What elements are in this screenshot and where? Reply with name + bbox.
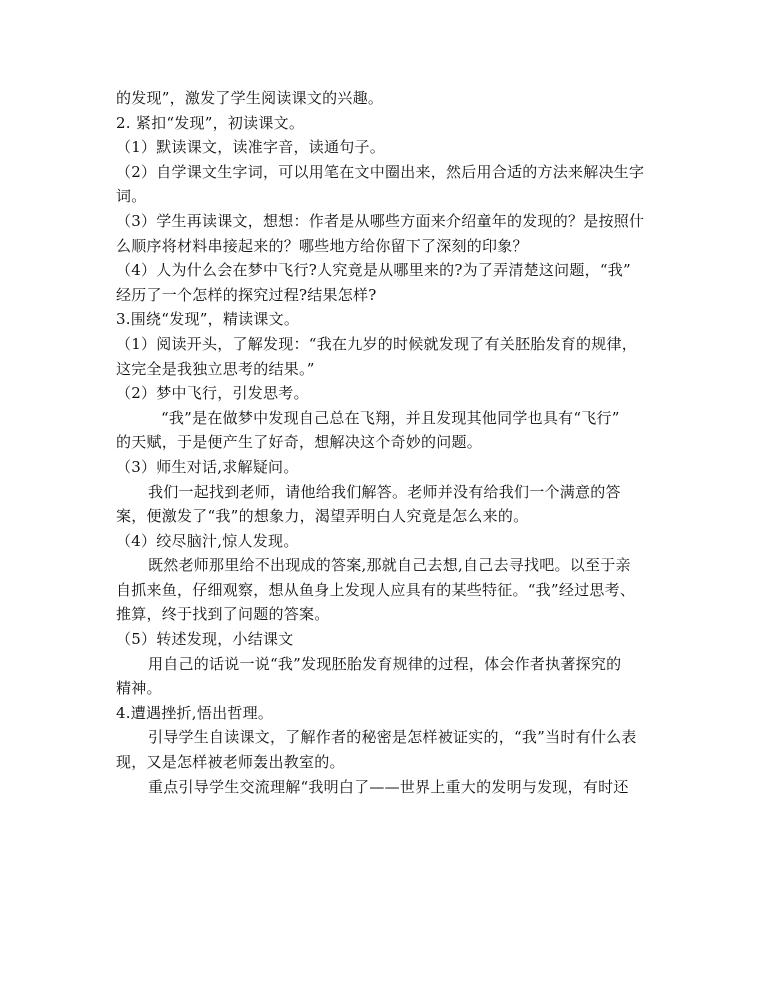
text-line: 引导学生自读课文，了解作者的秘密是怎样被证实的，“我”当时有什么表	[148, 728, 637, 747]
text-line: 经历了一个怎样的探究过程?结果怎样?	[116, 285, 377, 304]
text-line: 现，又是怎样被老师轰出教室的。	[116, 753, 345, 772]
section-heading: 2. 紧扣“发现”，初读课文。	[116, 113, 305, 132]
text-line: 词。	[116, 187, 147, 206]
text-line: 案，便激发了“我”的想象力，渴望弄明白人究竟是怎么来的。	[116, 507, 529, 526]
text-line: （5）转述发现，小结课文	[116, 630, 294, 649]
text-line: 既然老师那里给不出现成的答案,那就自己去想,自己去寻找吧。以至于亲	[148, 556, 631, 575]
text-line: 么顺序将材料串接起来的？哪些地方给你留下了深刻的印象？	[116, 236, 528, 255]
text-line: “我”是在做梦中发现自己总在飞翔，并且发现其他同学也具有“飞行”	[161, 408, 620, 427]
text-line: 的发现”，激发了学生阅读课文的兴趣。	[116, 89, 384, 107]
text-line: 的天赋，于是便产生了好奇，想解决这个奇妙的问题。	[116, 433, 483, 452]
text-line: 精神。	[116, 679, 162, 698]
section-heading: 3.围绕“发现”，精读课文。	[116, 310, 300, 329]
text-line: （3）师生对话,求解疑问。	[116, 457, 299, 476]
text-line: （1）默读课文，读准字音，读通句子。	[116, 138, 386, 157]
text-line: （3）学生再读课文，想想：作者是从哪些方面来介绍童年的发现的？是按照什	[116, 211, 645, 230]
text-line: 重点引导学生交流理解“我明白了——世界上重大的发明与发现，有时还	[148, 777, 629, 796]
text-line: （4）人为什么会在梦中飞行?人究竟是从哪里来的?为了弄清楚这问题，“我”	[116, 261, 631, 280]
text-line: （2）梦中飞行，引发思考。	[116, 384, 309, 403]
text-line: 我们一起找到老师，请他给我们解答。老师并没有给我们一个满意的答	[148, 482, 621, 501]
text-line: （2）自学课文生字词，可以用笔在文中圈出来，然后用合适的方法来解决生字	[116, 162, 645, 181]
text-line: 这完全是我独立思考的结果。”	[116, 359, 315, 378]
document-body	[116, 86, 656, 799]
text-line: （1）阅读开头，了解发现：“我在九岁的时候就发现了有关胚胎发育的规律，	[116, 334, 637, 353]
text-line: 推算，终于找到了问题的答案。	[116, 605, 330, 624]
text-line: 用自己的话说一说“我”发现胚胎发育规律的过程，体会作者执著探究的	[148, 654, 622, 673]
section-heading: 4.遭遇挫折,悟出哲理。	[116, 703, 274, 722]
text-line: 自抓来鱼，仔细观察，想从鱼身上发现人应具有的某些特征。“我”经过思考、	[116, 580, 636, 599]
text-line: （4）绞尽脑汁,惊人发现。	[116, 531, 299, 550]
